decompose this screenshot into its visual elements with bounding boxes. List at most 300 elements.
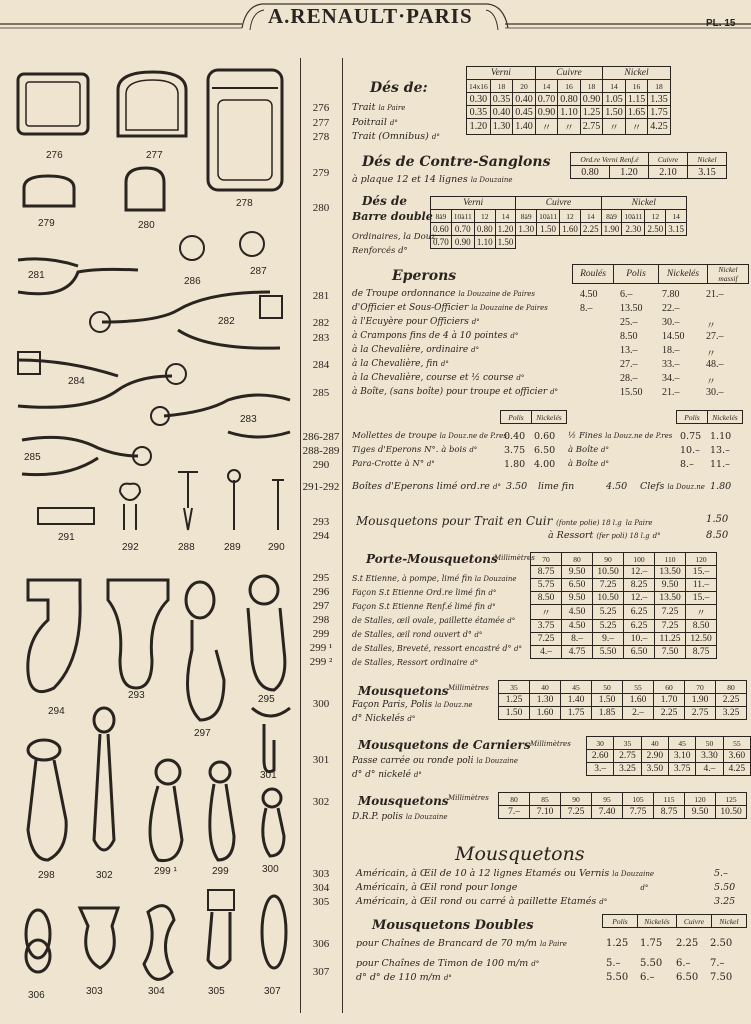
illustrations xyxy=(8,60,300,1020)
size-header: 35 xyxy=(614,737,641,750)
price-cell: 7.– xyxy=(499,806,530,819)
price-cell: 8.50 xyxy=(686,620,717,633)
price-cell: 〃 xyxy=(706,321,716,332)
table-row xyxy=(531,605,717,620)
price-cell: 14.50 xyxy=(662,331,685,342)
price-cell: 2.10 xyxy=(649,166,688,179)
mousq-trait-2: à Ressort (fer poli) 18 l.g d° xyxy=(548,530,661,541)
price-cell: 33.– xyxy=(662,359,680,370)
mollettes-row-label: Para-Crotte à N° d° xyxy=(352,459,435,469)
size-header: 40 xyxy=(530,681,561,694)
section-title-doubles: Mousquetons Doubles xyxy=(372,918,534,933)
col-header: Nickelés xyxy=(532,411,567,424)
price-cell: 28.– xyxy=(620,373,638,384)
price-cell: 1.30 xyxy=(516,223,537,236)
size-header: 85 xyxy=(530,793,561,806)
size-header: 14 xyxy=(495,210,516,223)
item-number: 302 xyxy=(312,796,330,808)
size-header: 8à9 xyxy=(601,210,622,223)
fig-label: 291 xyxy=(58,532,75,543)
fig-label: 295 xyxy=(258,694,275,705)
price-cell: 1.60 xyxy=(623,694,654,707)
price-cell: 7.25 xyxy=(655,620,686,633)
table-row xyxy=(531,579,717,592)
price-cell: 3.75 xyxy=(504,445,526,456)
price-cell: 8.– xyxy=(580,303,593,314)
col-header: Cuivre xyxy=(649,153,688,166)
price-cell: 7.10 xyxy=(530,806,561,819)
col-header: Nickel xyxy=(688,153,727,166)
table-row xyxy=(467,119,671,135)
price-cell: 0.60 xyxy=(534,431,556,442)
price-cell: 4.25 xyxy=(648,119,671,135)
size-header: 10à11 xyxy=(622,210,645,223)
price-cell: 1.50 xyxy=(537,223,560,236)
size-header: 8à9 xyxy=(516,210,537,223)
price-cell: 0.40 xyxy=(513,93,536,106)
section-title-barre-1: Dés de xyxy=(362,194,407,208)
size-header: 18 xyxy=(580,80,603,93)
price-cell: 0.70 xyxy=(431,236,452,249)
col-header: Ord.re Verni Renf.é xyxy=(571,153,649,166)
mparis-row-label: d° Nickelés d° xyxy=(352,714,416,724)
section-title-porte: Porte-Mousquetons xyxy=(366,552,498,566)
size-header: 14 xyxy=(580,210,601,223)
size-header: 95 xyxy=(592,793,623,806)
price-cell: 2.75 xyxy=(685,707,716,720)
price-cell: 6.50 xyxy=(562,579,593,592)
size-header: 12 xyxy=(645,210,666,223)
fig-label: 283 xyxy=(240,414,257,425)
col-header: Nickelés xyxy=(708,411,743,424)
fig-label: 280 xyxy=(138,220,155,231)
price-cell: 13.– xyxy=(620,345,638,356)
contre-row-label: à plaque 12 et 14 lignes la Douzaine xyxy=(352,174,513,185)
price-cell: 6.50 xyxy=(624,646,655,659)
price-cell: 〃 xyxy=(686,605,717,620)
col-header: Nickelés xyxy=(638,915,677,928)
fig-label: 282 xyxy=(218,316,235,327)
item-number: 278 xyxy=(312,131,330,143)
col-header: Polis xyxy=(614,265,659,284)
size-header: 55 xyxy=(723,737,750,750)
price-cell: 1.85 xyxy=(592,707,623,720)
eperons-row-label: à l'Ecuyère pour Officiers d° xyxy=(352,317,480,327)
price-cell: 〃 xyxy=(706,377,716,388)
price-cell: 1.30 xyxy=(490,119,513,135)
mous-big-row: Américain, à Œil rond pour longe d° xyxy=(356,882,649,893)
fig-label: 303 xyxy=(86,986,103,997)
price-cell: 0.90 xyxy=(451,236,474,249)
price-cell: 8.50 xyxy=(620,331,638,342)
price-cell: 3.75 xyxy=(668,763,695,776)
price-cell: 7.25 xyxy=(655,605,686,620)
price-cell: 1.75 xyxy=(561,707,592,720)
porte-row-label: de Stalles, Breveté, ressort encastré d° d° xyxy=(352,644,523,653)
spur-283-icon xyxy=(164,395,290,437)
price-cell: 13.50 xyxy=(620,303,643,314)
size-header: 30 xyxy=(587,737,614,750)
price-cell: 8.75 xyxy=(654,806,685,819)
price-cell: 2.25 xyxy=(654,707,685,720)
porte-price-table xyxy=(530,552,717,659)
price-cell: 0.90 xyxy=(580,93,603,106)
price-cell: 1.10 xyxy=(474,236,495,249)
doubles-row-label: pour Chaînes de Timon de 100 m/m d° xyxy=(356,958,540,969)
size-header: 40 xyxy=(641,737,668,750)
price-cell: 2.25 xyxy=(676,938,699,949)
item-number: 306 xyxy=(312,938,330,950)
eperons-row-label: à Crampons fins de 4 à 10 pointes d° xyxy=(352,331,519,341)
porte-row-label: Façon S.t Etienne Renf.é limé fin d° xyxy=(352,602,496,611)
size-header: 14 xyxy=(535,80,558,93)
column-divider-right xyxy=(342,58,343,1013)
price-cell: 4.50 xyxy=(562,605,593,620)
price-cell: 3.50 xyxy=(641,763,668,776)
section-title-mdrp: Mousquetons xyxy=(358,794,449,808)
col-header: Nickel massif xyxy=(708,265,749,284)
price-cell: 0.80 xyxy=(571,166,610,179)
price-cell: 0.45 xyxy=(513,106,536,119)
swivel-297-icon xyxy=(186,582,214,618)
price-cell: 6.50 xyxy=(676,972,699,983)
price-cell: 11.– xyxy=(710,459,730,470)
item-number: 285 xyxy=(312,387,330,399)
price-cell: 3.– xyxy=(587,763,614,776)
price-cell: 10.– xyxy=(624,633,655,646)
table-row xyxy=(499,806,747,819)
price-cell: 12.– xyxy=(624,592,655,605)
price-cell: 2.50 xyxy=(710,938,733,949)
boites-row: Boîtes d'Eperons limé ord.re d° xyxy=(352,481,501,492)
item-number: 290 xyxy=(312,459,330,471)
item-number: 297 xyxy=(312,600,330,612)
price-cell: 4.00 xyxy=(534,459,556,470)
size-header: 80 xyxy=(562,553,593,566)
mous-big-value: 3.25 xyxy=(714,896,736,907)
table-row xyxy=(431,236,687,249)
price-cell: 3.30 xyxy=(696,750,723,763)
porte-mm: Millimètres xyxy=(494,554,535,562)
item-number: 299 ¹ xyxy=(309,642,333,654)
barre-price-table xyxy=(430,196,687,249)
price-cell: 5.– xyxy=(606,958,621,969)
mcarniers-price-table xyxy=(586,736,751,776)
size-header: 45 xyxy=(561,681,592,694)
price-cell: 9.50 xyxy=(685,806,716,819)
price-cell: 15.– xyxy=(686,592,717,605)
size-header: 10à11 xyxy=(451,210,474,223)
buckle-279-icon xyxy=(24,176,74,206)
mdrp-row-label: D.R.P. polis la Douzaine xyxy=(352,812,448,822)
porte-row-label: S.t Etienne, à pompe, limé fin la Douzaine xyxy=(352,574,517,583)
item-number: 280 xyxy=(312,202,330,214)
price-cell: 9.50 xyxy=(655,579,686,592)
porte-row-label: de Stalles, œil rond ouvert d° d° xyxy=(352,630,483,639)
price-cell: 25.– xyxy=(620,317,638,328)
buckle-280-icon xyxy=(126,168,164,210)
price-cell: 0.75 xyxy=(680,431,702,442)
price-cell: 9.50 xyxy=(562,566,593,579)
table-row xyxy=(531,633,717,646)
size-header: 55 xyxy=(623,681,654,694)
price-cell: 0.70 xyxy=(535,93,558,106)
price-cell: 7.25 xyxy=(593,579,624,592)
item-number: 304 xyxy=(312,882,330,894)
price-cell: 1.20 xyxy=(610,166,649,179)
fig-label: 281 xyxy=(28,270,45,281)
col-header: Nickel xyxy=(712,915,747,928)
price-cell: 5.50 xyxy=(606,972,629,983)
price-cell: 0.40 xyxy=(490,106,513,119)
section-title-contre-sanglons: Dés de Contre-Sanglons xyxy=(362,154,551,170)
mollettes-row-label: Tiges d'Eperons N°. à bois d° xyxy=(352,445,478,455)
price-cell: 1.20 xyxy=(467,119,491,135)
price-cell: 6.50 xyxy=(534,445,556,456)
price-cell: 48.– xyxy=(706,359,724,370)
price-cell: 1.20 xyxy=(495,223,516,236)
price-cell: 7.80 xyxy=(662,289,680,300)
price-cell: 6.– xyxy=(676,958,691,969)
price-cell: 5.50 xyxy=(593,646,624,659)
price-cell: 2.50 xyxy=(645,223,666,236)
snaphook-298-icon xyxy=(28,740,60,760)
size-header: 80 xyxy=(499,793,530,806)
price-cell: 4.25 xyxy=(723,763,750,776)
mousq-trait-value-1: 1.50 xyxy=(706,514,729,525)
item-number: 288-289 xyxy=(302,445,340,457)
item-number: 295 xyxy=(312,572,330,584)
size-header: 16 xyxy=(625,80,648,93)
fig-label: 276 xyxy=(46,150,63,161)
mollettes-right-label: à Boîte d° xyxy=(568,445,609,455)
price-cell: 12.– xyxy=(624,566,655,579)
price-cell: 10.50 xyxy=(593,592,624,605)
table-row xyxy=(531,620,717,633)
col-header: Roulés xyxy=(573,265,614,284)
price-cell: 10.50 xyxy=(593,566,624,579)
size-header: 12 xyxy=(560,210,581,223)
des-row-label: Poitrail d° xyxy=(352,117,398,128)
price-cell: 1.40 xyxy=(561,694,592,707)
size-header: 110 xyxy=(655,553,686,566)
table-row xyxy=(467,106,671,119)
price-cell: 1.10 xyxy=(710,431,732,442)
size-header: 16 xyxy=(558,80,581,93)
des-price-table xyxy=(466,66,671,135)
price-cell: 30.– xyxy=(662,317,680,328)
size-header: 120 xyxy=(686,553,717,566)
price-cell: 1.50 xyxy=(495,236,516,249)
section-title-des: Dés de: xyxy=(370,80,428,96)
price-cell: 0.30 xyxy=(467,93,491,106)
price-cell: 1.75 xyxy=(648,106,671,119)
porte-row-label: Façon S.t Etienne Ord.re limé fin d° xyxy=(352,588,497,597)
price-cell: 7.– xyxy=(710,958,725,969)
fig-label: 300 xyxy=(262,864,279,875)
price-cell: 6.25 xyxy=(624,605,655,620)
item-number: 281 xyxy=(312,290,330,302)
mcarniers-row-label: Passe carrée ou ronde poli la Douzaine xyxy=(352,756,519,766)
boites-value-1: 3.50 xyxy=(506,481,528,492)
snaphook-295-icon xyxy=(250,576,278,604)
company-title: A.RENAULT·PARIS xyxy=(268,4,473,28)
fig-label: 294 xyxy=(48,706,65,717)
fig-label: 292 xyxy=(122,542,139,553)
fig-label: 304 xyxy=(148,986,165,997)
mousq-trait-value-2: 8.50 xyxy=(706,530,729,541)
mcarniers-row-label: d° d° nickelé d° xyxy=(352,770,422,780)
price-cell: 27.– xyxy=(706,331,724,342)
snaphook-300-icon xyxy=(263,789,281,807)
price-cell: 7.50 xyxy=(710,972,733,983)
spur-284-icon xyxy=(18,360,172,407)
item-number: 286-287 xyxy=(302,431,340,443)
price-cell: 1.30 xyxy=(530,694,561,707)
des-row-label: Trait (Omnibus) d° xyxy=(352,131,440,142)
price-cell: 1.90 xyxy=(601,223,622,236)
price-cell: 3.25 xyxy=(716,707,747,720)
size-header: 14x16 xyxy=(467,80,491,93)
mollettes-header-table xyxy=(500,410,567,424)
mollettes-right-label: ½ Fines la Douz.ne de P.res xyxy=(568,431,673,441)
mparis-price-table xyxy=(498,680,747,720)
price-cell: 15.50 xyxy=(620,387,643,398)
price-cell: 13.– xyxy=(710,445,730,456)
item-number: 276 xyxy=(312,102,330,114)
fig-label: 289 xyxy=(224,542,241,553)
size-header: 10à11 xyxy=(537,210,560,223)
fig-label: 293 xyxy=(128,690,145,701)
eperons-header-table xyxy=(572,264,749,284)
price-cell: 〃 xyxy=(558,119,581,135)
col-header: Nickelés xyxy=(659,265,708,284)
price-cell: 1.25 xyxy=(580,106,603,119)
price-cell: 13.50 xyxy=(655,592,686,605)
col-header: Polis xyxy=(677,411,708,424)
buckle-277-icon xyxy=(118,72,186,136)
item-number: 293 xyxy=(312,516,330,528)
box-291-icon xyxy=(38,508,94,524)
price-cell: 0.40 xyxy=(504,431,526,442)
eperons-row-label: à la Chevalière, course et ½ course d° xyxy=(352,373,525,383)
fig-label: 288 xyxy=(178,542,195,553)
price-cell: 1.05 xyxy=(603,93,626,106)
price-cell: 0.70 xyxy=(451,223,474,236)
price-cell: 5.75 xyxy=(531,579,562,592)
mous-big-row: Américain, à Œil de 10 à 12 lignes Etamés ou Vernis la Douzaine xyxy=(356,868,654,879)
rowel-287-icon xyxy=(240,232,264,256)
price-cell: 22.– xyxy=(662,303,680,314)
price-cell: 8.– xyxy=(680,459,694,470)
table-row xyxy=(571,166,727,179)
size-header: 80 xyxy=(716,681,747,694)
screw-288-icon xyxy=(178,472,198,530)
size-header: 45 xyxy=(668,737,695,750)
group-header: Nickel xyxy=(601,197,686,210)
price-cell: 1.25 xyxy=(499,694,530,707)
item-number: 298 xyxy=(312,614,330,626)
group-header: Cuivre xyxy=(535,67,603,80)
col-header: Cuivre xyxy=(677,915,712,928)
group-header: Verni xyxy=(431,197,516,210)
price-cell: 1.15 xyxy=(625,93,648,106)
price-cell: 27.– xyxy=(620,359,638,370)
price-cell: 6.25 xyxy=(624,620,655,633)
item-number: 283 xyxy=(312,332,330,344)
table-row xyxy=(587,750,751,763)
mousq-trait-1: Mousquetons pour Trait en Cuir (fonte polie) 18 l.g la Paire xyxy=(356,514,653,528)
price-cell: 1.75 xyxy=(640,938,663,949)
price-cell: 11.25 xyxy=(655,633,686,646)
price-cell: 3.25 xyxy=(614,763,641,776)
fig-label: 299 xyxy=(212,866,229,877)
price-cell: 8.– xyxy=(562,633,593,646)
contre-price-table xyxy=(570,152,727,179)
snaphook-293-icon xyxy=(108,580,168,688)
fig-label: 305 xyxy=(208,986,225,997)
snaphook-2991-icon xyxy=(156,760,180,784)
price-cell: 3.10 xyxy=(668,750,695,763)
price-cell: 〃 xyxy=(706,349,716,360)
fig-label: 306 xyxy=(28,990,45,1001)
item-number: 296 xyxy=(312,586,330,598)
price-cell: 3.75 xyxy=(531,620,562,633)
size-header: 90 xyxy=(593,553,624,566)
mous-big-value: 5.– xyxy=(714,868,728,879)
size-header: 14 xyxy=(603,80,626,93)
fig-label: 299 ¹ xyxy=(154,866,177,877)
double-307-icon xyxy=(262,896,286,968)
eperons-row-label: à Boîte, (sans boîte) pour troupe et officier d° xyxy=(352,387,559,397)
size-header: 50 xyxy=(696,737,723,750)
size-header: 50 xyxy=(592,681,623,694)
price-cell: 1.10 xyxy=(558,106,581,119)
price-cell: 0.35 xyxy=(467,106,491,119)
price-cell: 5.50 xyxy=(640,958,663,969)
fig-label: 285 xyxy=(24,452,41,463)
group-header: Cuivre xyxy=(516,197,601,210)
price-cell: 8.75 xyxy=(531,566,562,579)
double-305-icon xyxy=(208,890,234,910)
size-header: 120 xyxy=(685,793,716,806)
porte-row-label: de Stalles, œil ovale, paillette étamée d° xyxy=(352,616,516,625)
fig-label: 277 xyxy=(146,150,163,161)
mdrp-price-table xyxy=(498,792,747,819)
item-number: 300 xyxy=(312,698,330,710)
snaphook-299-icon xyxy=(210,762,230,782)
price-cell: 18.– xyxy=(662,345,680,356)
size-header: 100 xyxy=(624,553,655,566)
snaphook-301-icon xyxy=(252,708,290,772)
eperons-row-label: d'Officier et Sous-Officier la Douzaine de Paires xyxy=(352,303,548,313)
size-header: 14 xyxy=(666,210,687,223)
double-306-icon xyxy=(26,910,50,958)
table-row xyxy=(467,93,671,106)
fig-label: 287 xyxy=(250,266,267,277)
group-header: Nickel xyxy=(603,67,671,80)
price-cell: 0.90 xyxy=(535,106,558,119)
price-cell: 〃 xyxy=(531,605,562,620)
size-header: 20 xyxy=(513,80,536,93)
doubles-row-label: d° d° de 110 m/m d° xyxy=(356,972,452,983)
price-cell: 4.50 xyxy=(562,620,593,633)
mollettes-header-table-2 xyxy=(676,410,743,424)
price-cell: 21.– xyxy=(706,289,724,300)
price-cell: 2.30 xyxy=(622,223,645,236)
size-header: 18 xyxy=(490,80,513,93)
item-number: 307 xyxy=(312,966,330,978)
